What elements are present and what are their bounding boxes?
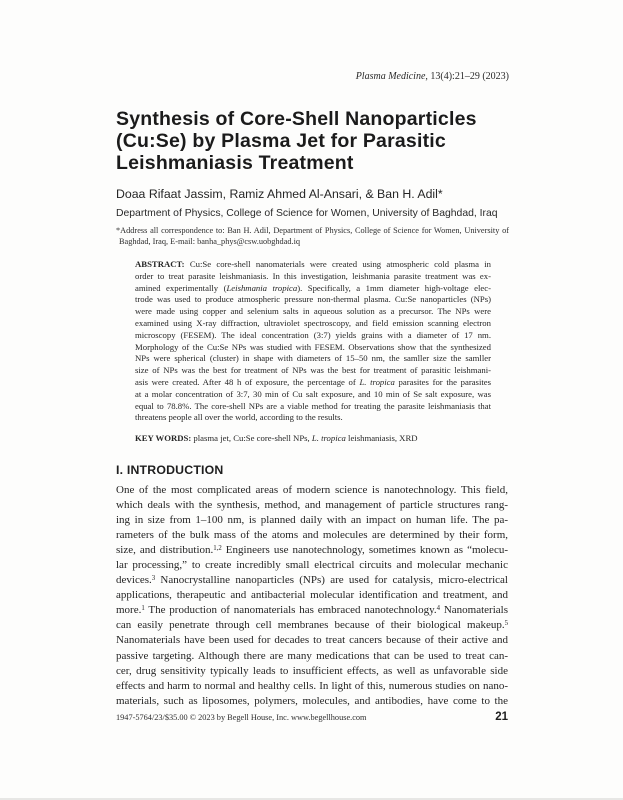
text-line: (Cu:Se) by Plasma Jet for Parasitic (116, 129, 446, 152)
text-line: One of the most complicated areas of modern science is nanotechnology. This field, (116, 484, 508, 496)
text-line: materials, such as liposomes, polymers, molecules, and antibodies, have come to the (116, 694, 508, 707)
text-line: Nanomaterials have been used for decades to treat cancers because of their active and (116, 634, 508, 647)
text-line: size, and distribution.$^{1,2}$ Engineers use nanotechnology, sometimes known as “molecu- (116, 544, 508, 557)
authors-line: Doaa Rifaat Jassim, Ramiz Ahmed Al-Ansari, & Ban H. Adil* (116, 187, 443, 201)
keywords-line: KEY WORDS: plasma jet, Cu:Se core-shell NPs, L. tropica leishmaniasis, XRD (135, 433, 418, 444)
correspondence-footnote (116, 226, 509, 247)
text-line: Leishmaniasis Treatment (116, 151, 354, 174)
text-line: Synthesis of Core-Shell Nanoparticles (116, 108, 477, 130)
text-line: amined experimentally (Leishmania tropica). Specifically, a 1mm diameter high-voltage elec- (135, 282, 491, 293)
text-line: *Address all correspondence to: Ban H. Adil, Department of Physics, College of Science for Women, University of (116, 226, 509, 235)
copyright-line: 1947-5764/23/$35.00 © 2023 by Begell House, Inc. www.begellhouse.com (116, 713, 367, 722)
text-line: which deals with the synthesis, method, and management of particle structures rang- (116, 499, 508, 512)
text-line: were made using copper and selenium salts in aqueous solution as a precursor. The NPs were (135, 306, 491, 317)
section-heading-introduction: I. INTRODUCTION (116, 463, 224, 477)
text-line: Morphology of the Cu:Se NPs was studied with FESEM. Observations show that the synthesized (135, 341, 491, 352)
text-line: cer, drug sensitivity typically leads to insufficient effects, as well as unfavorable side (116, 664, 508, 677)
text-line: ing in size from 1–100 nm, is planned daily with an impact on human life. The pa- (116, 514, 508, 527)
text-line: size of NPs was the best for treatment of NPs was the best for treatment of parasitic leishmani- (135, 365, 491, 376)
text-line: rameters of the bulk mass of the atoms and molecules are determined by their form, (116, 529, 508, 542)
journal-citation: Plasma Medicine, 13(4):21–29 (2023) (355, 71, 509, 82)
text-line: passive targeting. Although there are many medications that can be used to treat can- (116, 649, 508, 662)
text-line: NPs were spherical (cluster) in shape with diameters of 15–50 nm, the samller size the samller (135, 353, 491, 364)
text-line: asis were created. After 48 h of exposure, the percentage of L. tropica parasites for the parasites (135, 376, 492, 387)
text-line: ABSTRACT: Cu:Se core-shell nanomaterials were created using atmospheric cold plasma in (135, 259, 491, 269)
text-line: devices.$^3$ Nanocrystalline nanoparticles (NPs) are used for catalysis, micro-electrical (116, 574, 508, 587)
text-line: more.$^1$ The production of nanomaterials has embraced nanotechnology.$^4$ Nanomaterials (116, 604, 508, 617)
page-number: 21 (495, 711, 508, 723)
text-line: Baghdad, Iraq, E-mail: banha_phys@csw.uobghdad.iq (119, 236, 301, 246)
text-line: at a molar concentration of 3:7, 30 min of Cu salt exposure, and 10 min of Se salt exposure, was (135, 388, 491, 399)
text-line: threatens people all over the world, according to the results. (135, 412, 343, 423)
text-line: microscopy (FESEM). The ideal concentration (3:7) yields grains with a diameter of 17 nm. (135, 329, 491, 340)
text-line: trode was used to produce atmospheric pressure non-thermal plasma. Cu:Se nanoparticles (NPs) (135, 294, 491, 305)
paper-title (116, 109, 477, 174)
abstract-block (135, 259, 491, 445)
text-line: effects and harm to normal and healthy cells. In light of this, numerous studies on nano- (116, 679, 508, 692)
page-footer (116, 711, 508, 723)
affiliation-line: Department of Physics, College of Science for Women, University of Baghdad, Iraq (116, 208, 498, 219)
text-line: examined using X-ray diffraction, ultraviolet spectroscopy, and field emission scanning electron (135, 317, 491, 328)
introduction-paragraph (116, 483, 508, 709)
text-line: lar processing,” to create incredibly small electrical circuits and molecular mechanic (116, 559, 508, 572)
abstract-paragraph (135, 259, 491, 424)
text-line: order to treat parasite leishmaniasis. In this investigation, leishmania parasite treatment was ex- (135, 270, 491, 281)
text-line: can easily penetrate through cell membranes because of their biological makeup.$^5$ (116, 619, 508, 632)
text-line: equal to 78.8%. The core-shell NPs are a viable method for treating the parasite leishmaniasis that (135, 400, 491, 411)
text-line: applications, therapeutic and antibacterial molecular identification and treatment, and (116, 589, 508, 602)
